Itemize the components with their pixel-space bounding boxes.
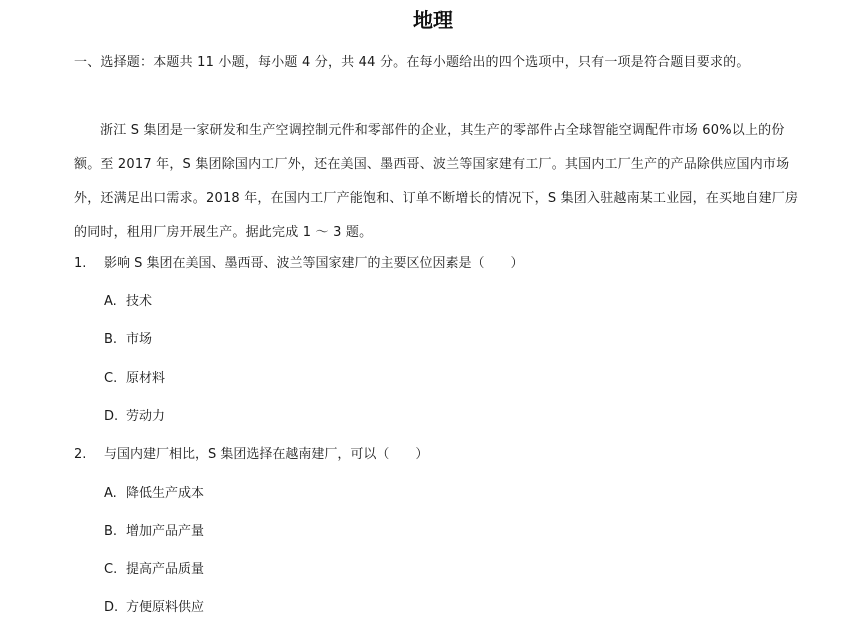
question-number: 2. xyxy=(74,447,87,462)
question-1-option-c[interactable] xyxy=(104,369,165,389)
page-title: 地理 xyxy=(413,8,453,32)
question-number: 1. xyxy=(74,256,87,271)
question-2-option-c[interactable] xyxy=(104,560,204,580)
option-text: 劳动力 xyxy=(126,409,166,424)
option-letter: D. xyxy=(104,409,119,424)
question-1 xyxy=(74,254,524,274)
option-letter: C. xyxy=(104,371,118,386)
question-2 xyxy=(74,445,428,465)
option-text: 原材料 xyxy=(126,371,166,386)
option-text: 增加产品产量 xyxy=(126,524,205,539)
option-letter: B. xyxy=(104,332,118,347)
option-text: 方便原料供应 xyxy=(126,600,205,615)
question-2-option-b[interactable] xyxy=(104,522,204,542)
question-stem: 与国内建厂相比，S 集团选择在越南建厂，可以（ ） xyxy=(104,447,429,462)
option-text: 提高产品质量 xyxy=(126,562,205,577)
question-1-option-a[interactable] xyxy=(104,292,152,312)
question-1-option-d[interactable] xyxy=(104,407,165,427)
option-text: 技术 xyxy=(126,294,153,309)
option-text: 降低生产成本 xyxy=(126,486,205,501)
option-letter: A. xyxy=(104,486,117,501)
option-letter: A. xyxy=(104,294,117,309)
option-letter: C. xyxy=(104,562,118,577)
option-letter: B. xyxy=(104,524,118,539)
section-heading: 一、选择题：本题共 11 小题，每小题 4 分，共 44 分。在每小题给出的四个选项中，只有一项是符合题目要求的。 xyxy=(74,55,750,70)
option-letter: D. xyxy=(104,600,119,615)
question-2-option-d[interactable] xyxy=(104,598,204,618)
question-1-option-b[interactable] xyxy=(104,330,152,350)
reading-passage: 浙江 S 集团是一家研发和生产空调控制元件和零部件的企业，其生产的零部件占全球智能空调配件市场 60%以上的份额。至 2017 年，S 集团除国内工厂外，还在美国、墨西哥、波兰等国家建有工厂。其国内工厂生产的产品除供应国内市场外，还满足出口需求。2018 年，在国内工厂产能饱和、订单不断增长的情况下，S 集团入驻越南某工业园，在买地自建厂房的同时，租用厂房开展生产。据此完成 1 ～ 3 题。 xyxy=(74,123,799,240)
option-text: 市场 xyxy=(126,332,153,347)
question-stem: 影响 S 集团在美国、墨西哥、波兰等国家建厂的主要区位因素是（ ） xyxy=(104,256,524,271)
question-2-option-a[interactable] xyxy=(104,484,204,504)
